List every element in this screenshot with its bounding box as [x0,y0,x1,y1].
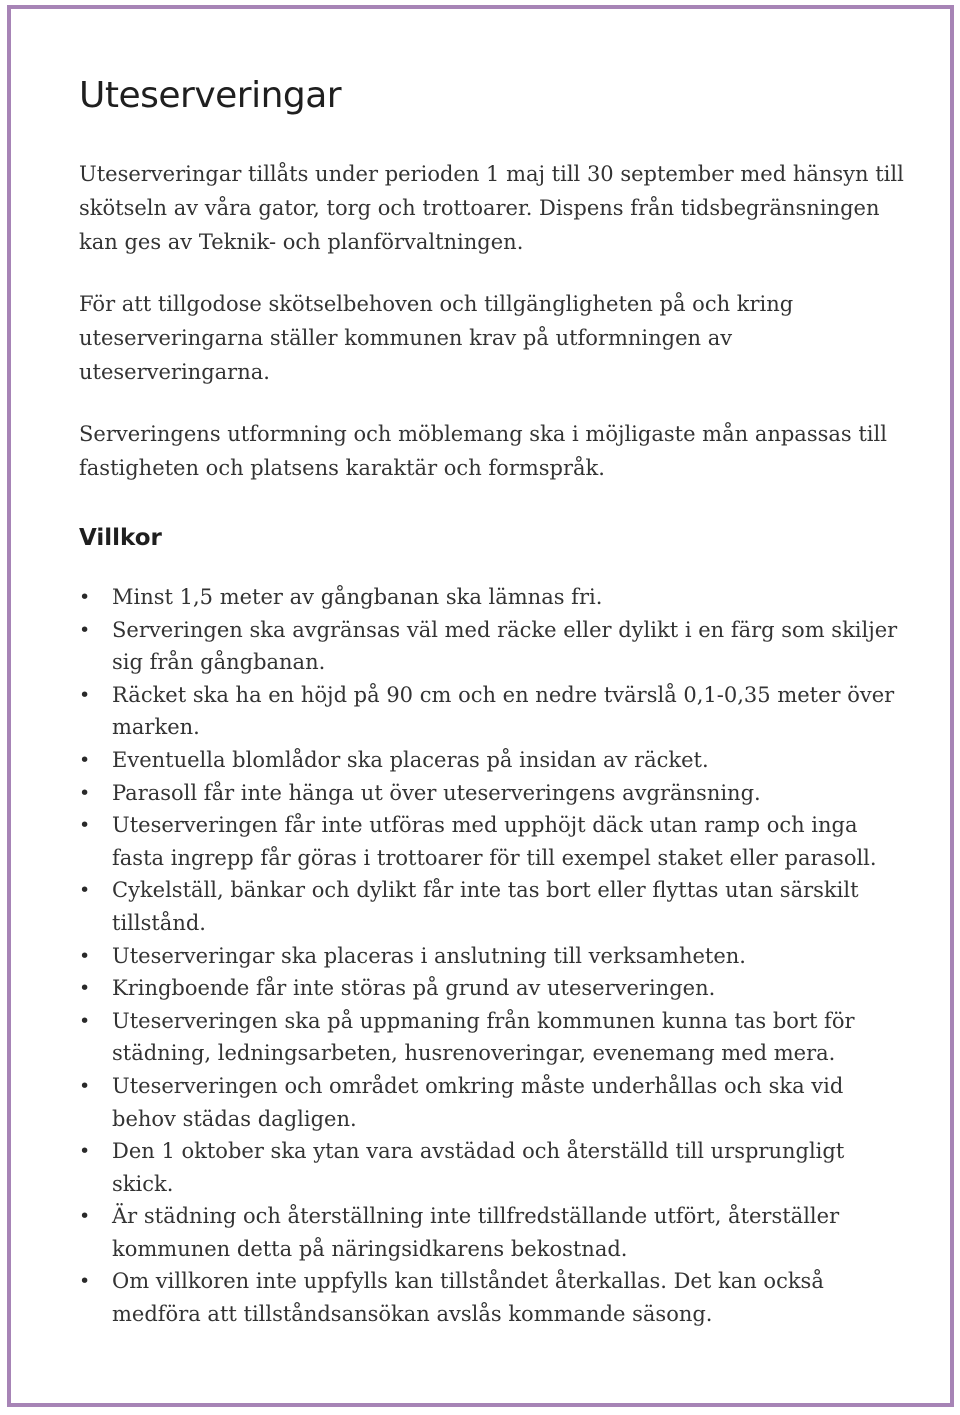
list-item-text: Räcket ska ha en höjd på 90 cm och en nedre tvärslå 0,1-0,35 meter över marken. [112,682,895,740]
list-item-text: Är städning och återställning inte tillfredställande utfört, återställer kommunen detta på näringsidkarens bekostnad. [112,1204,840,1261]
paragraph-intro: Uteserveringar tillåts under perioden 1 maj till 30 september med hänsyn till skötseln av våra gator, torg och trottoarer. Dispens från tidsbegränsningen kan ges av Teknik- och planförvaltningen. [79,162,904,254]
list-item [79,1070,909,1135]
bullet-icon: • [79,1270,91,1293]
bullet-icon: • [79,1205,91,1228]
list-item [79,809,909,874]
section-heading-villkor: Villkor [79,525,162,551]
bullet-icon: • [79,944,91,967]
list-item-text: Uteserveringar ska placeras i anslutning till verksamheten. [112,943,746,968]
list-item [79,777,909,810]
bullet-icon: • [79,814,91,837]
bullet-icon: • [79,1140,91,1163]
list-item-text: Uteserveringen får inte utföras med upphöjt däck utan ramp och inga fasta ingrepp får göras i trottoarer för till exempel staket eller parasoll. [112,813,877,870]
list-item [79,940,909,973]
list-item-text: Eventuella blomlådor ska placeras på insidan av räcket. [112,747,709,772]
paragraph-requirements: För att tillgodose skötselbehoven och tillgängligheten på och kring uteserveringarna ställer kommunen krav på utformningen av uteserveringarna. [79,292,794,384]
bullet-icon: • [79,683,91,706]
list-item-text: Kringboende får inte störas på grund av uteserveringen. [112,976,716,1001]
bullet-icon: • [79,1009,91,1032]
list-item [79,1135,909,1200]
list-item-text: Om villkoren inte uppfylls kan tillståndet återkallas. Det kan också medföra att tillståndsansökan avslås kommande säsong. [112,1269,824,1327]
list-item-text: Minst 1,5 meter av gångbanan ska lämnas fri. [112,585,603,609]
list-item [79,1265,909,1330]
bullet-icon: • [79,781,91,804]
bullet-icon: • [79,879,91,902]
list-item-text: Uteserveringen och området omkring måste underhållas och ska vid behov städas dagligen. [112,1073,844,1131]
list-item-text: Uteserveringen ska på uppmaning från kommunen kunna tas bort för städning, ledningsarbeten, husrenoveringar, evenemang med mera. [112,1008,855,1066]
list-item [79,614,909,679]
paragraph-design: Serveringens utformning och möblemang ska i möjligaste mån anpassas till fastigheten och platsens karaktär och formspråk. [79,422,887,480]
list-item [79,874,909,939]
bullet-icon: • [79,748,91,771]
list-item [79,581,909,614]
page-frame [7,5,954,1407]
bullet-icon: • [79,586,91,608]
bullet-icon: • [79,1074,91,1097]
list-item [79,1005,909,1070]
conditions-list [79,581,909,1331]
page-title: Uteserveringar [79,75,342,116]
bullet-icon: • [79,977,91,1000]
list-item [79,972,909,1005]
list-item-text: Cykelställ, bänkar och dylikt får inte tas bort eller flyttas utan särskilt tillstånd. [112,878,859,935]
list-item [79,744,909,777]
document-content [79,69,909,1331]
list-item-text: Parasoll får inte hänga ut över uteserveringens avgränsning. [112,780,761,805]
bullet-icon: • [79,618,91,641]
list-item [79,679,909,744]
list-item [79,1200,909,1265]
list-item-text: Den 1 oktober ska ytan vara avstädad och återställd till ursprungligt skick. [112,1139,845,1196]
list-item-text: Serveringen ska avgränsas väl med räcke eller dylikt i en färg som skiljer sig från gångbanan. [112,617,898,675]
